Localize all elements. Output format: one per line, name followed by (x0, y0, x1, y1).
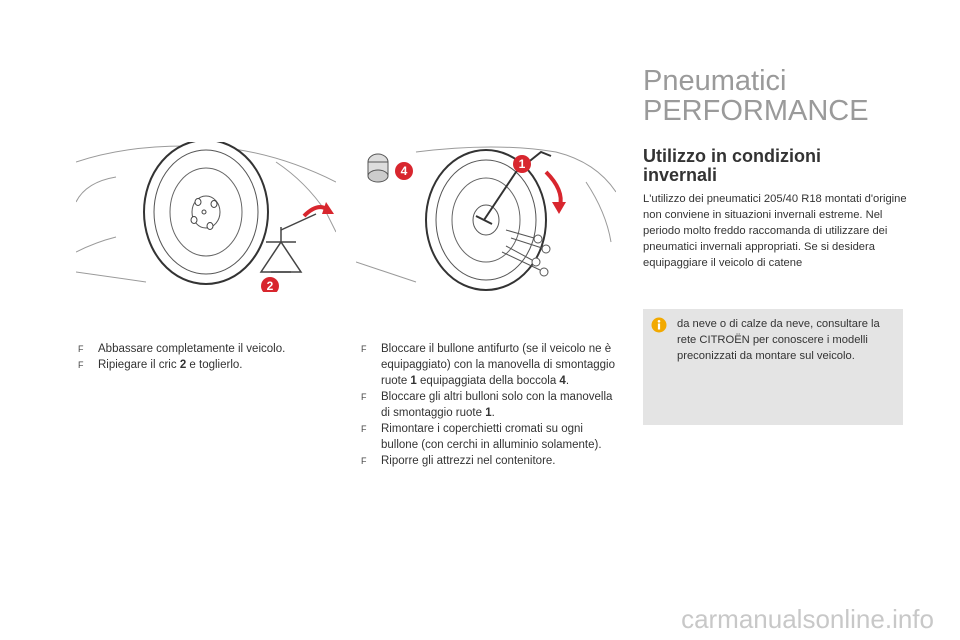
wheel-bolts-drawing (356, 142, 616, 292)
list-item: F Riporre gli attrezzi nel contenitore. (361, 455, 556, 467)
jack-wheel-drawing (76, 142, 336, 292)
callout-2-label: 2 (266, 279, 274, 292)
watermark: carmanualsonline.info (681, 604, 934, 634)
steps-left-list (78, 341, 338, 373)
page-title-line2: PERFORMANCE (643, 95, 869, 127)
list-item: F Rimontare i coperchietti cromati su ogni bullone (con cerchi in alluminio solamente). (361, 423, 602, 451)
callout-4-label: 4 (400, 164, 408, 178)
bullet-glyph: F (361, 344, 367, 354)
info-text: da neve o di calze da neve, consultare la rete CITROËN per conoscere i modelli preconizzati da montare sul veicolo. (677, 318, 880, 362)
list-item: F Bloccare gli altri bulloni solo con la manovella di smontaggio ruote 1. (361, 391, 613, 419)
list-item: F Ripiegare il cric 2 e toglierlo. (78, 359, 243, 371)
section-body-text: L'utilizzo dei pneumatici 205/40 R18 montati d'origine non conviene in situazioni invernali estreme. Nel periodo molto freddo raccomanda di utilizzare dei pneumatici invernali appropriati. Se si desidera equipaggiare il veicolo di catene (643, 193, 907, 269)
info-icon (651, 317, 667, 333)
steps-right-list (361, 341, 623, 469)
bullet-glyph: F (361, 424, 367, 434)
page-title-line1: Pneumatici (643, 65, 787, 97)
bullet-glyph: F (361, 456, 367, 466)
illustration-wheel-bolts (356, 142, 616, 292)
illustration-jack (76, 142, 336, 292)
bullet-glyph: F (78, 344, 84, 354)
bullet-glyph: F (361, 392, 367, 402)
section-heading: Utilizzo in condizioni invernali (643, 146, 821, 185)
callout-1-label: 1 (518, 157, 526, 171)
bullet-glyph: F (78, 360, 84, 370)
list-item: F Bloccare il bullone antifurto (se il veicolo ne è equipaggiato) con la manovella di smontaggio ruote 1 equipaggiata della boccola 4. (361, 343, 615, 387)
page-title (643, 66, 943, 126)
info-box (643, 309, 903, 425)
list-item: F Abbassare completamente il veicolo. (78, 343, 286, 355)
